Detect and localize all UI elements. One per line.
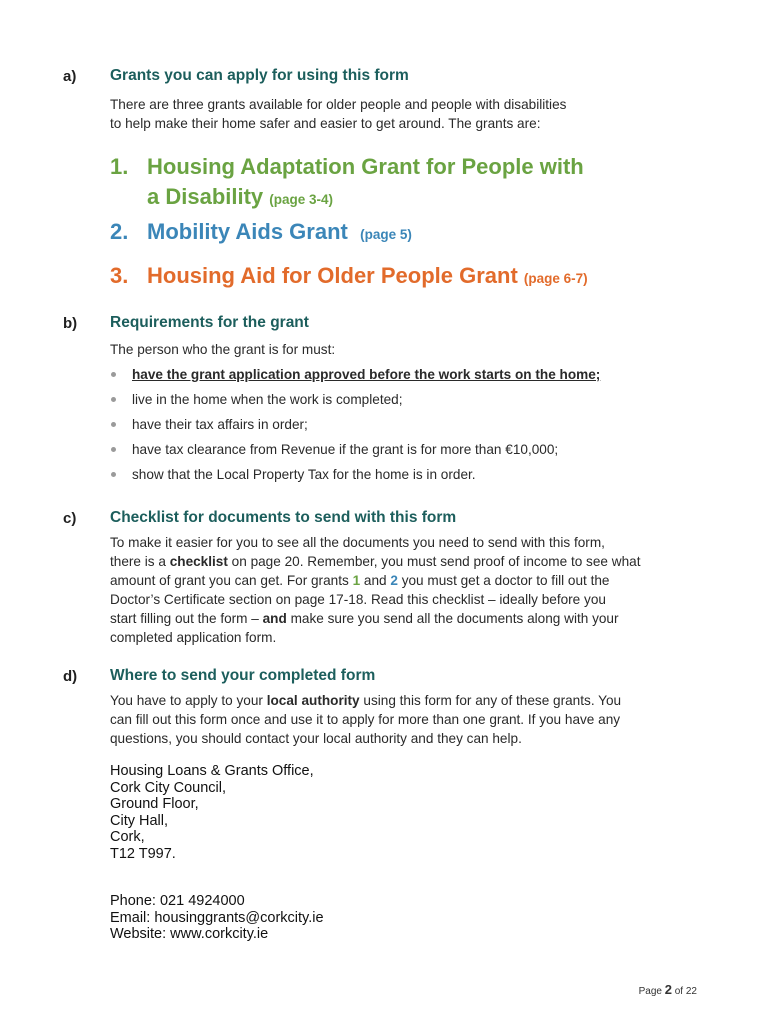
- grant-pages: (page 6-7): [523, 271, 588, 286]
- grant-pages: (page 5): [360, 227, 412, 242]
- website: Website: www.corkcity.ie: [110, 926, 269, 942]
- list-item: have the grant application approved before the work starts on the home;: [110, 365, 710, 390]
- section-b-intro: The person who the grant is for must:: [110, 342, 336, 357]
- list-item: have their tax affairs in order;: [110, 415, 710, 440]
- email: Email: housinggrants@corkcity.ie: [110, 909, 324, 926]
- postal-address: Housing Loans & Grants Office, Cork City Council, Ground Floor, City Hall, Cork, T12 T997.: [110, 763, 314, 862]
- grant-number: 2.: [110, 219, 129, 244]
- section-c-body: To make it easier for you to see all the documents you need to send with this form, there is a checklist on page 20. Remember, you must send proof of income to see what amount of grant you can get. For grants 1 and 2 you must get a doctor to fill out the Doctor’s Certificate section on page 17-18. Read this checklist – ideally before you start filling out the form – and make sure you send all the documents along with your completed application form.: [110, 535, 641, 645]
- section-a-intro: [110, 95, 710, 133]
- section-d-body: You have to apply to your local authority using this form for any of these grants. You can fill out this form once and use it to apply for more than one grant. If you have any questions, you should contact your local authority and they can help.: [110, 693, 622, 746]
- grant-number: 3.: [110, 263, 129, 288]
- list-item: have tax clearance from Revenue if the grant is for more than €10,000;: [110, 440, 710, 465]
- section-a-letter: a): [63, 68, 77, 85]
- contact-details: [110, 893, 324, 943]
- grant-2: [110, 217, 412, 250]
- section-b-letter: b): [63, 315, 78, 332]
- grant-title: Mobility Aids Grant: [147, 219, 348, 244]
- section-c-letter: c): [63, 510, 77, 527]
- section-c-heading: Checklist for documents to send with this form: [110, 509, 457, 526]
- intro-line: to help make their home safer and easier to get around. The grants are:: [110, 116, 541, 131]
- section-d-heading: Where to send your completed form: [110, 667, 376, 684]
- grant-3: [110, 261, 588, 294]
- grant-number: 1.: [110, 154, 129, 179]
- page-number: 2: [664, 982, 672, 997]
- section-a-heading: Grants you can apply for using this form: [110, 67, 409, 84]
- intro-line: There are three grants available for older people and people with disabilities: [110, 97, 567, 112]
- grant-title: Housing Adaptation Grant for People with: [147, 154, 584, 179]
- grant-pages: (page 3-4): [269, 192, 334, 207]
- section-d-letter: d): [63, 668, 78, 685]
- phone: Phone: 021 4924000: [110, 893, 245, 909]
- grant-title: Housing Aid for Older People Grant: [147, 263, 518, 288]
- requirements-list: [110, 365, 710, 490]
- list-item: show that the Local Property Tax for the home is in order.: [110, 465, 710, 490]
- section-b-heading: Requirements for the grant: [110, 314, 309, 331]
- page-footer: Page 2 of 22: [638, 982, 697, 997]
- grant-title: a Disability: [147, 184, 264, 209]
- list-item: live in the home when the work is completed;: [110, 390, 710, 415]
- grant-1: [110, 152, 584, 215]
